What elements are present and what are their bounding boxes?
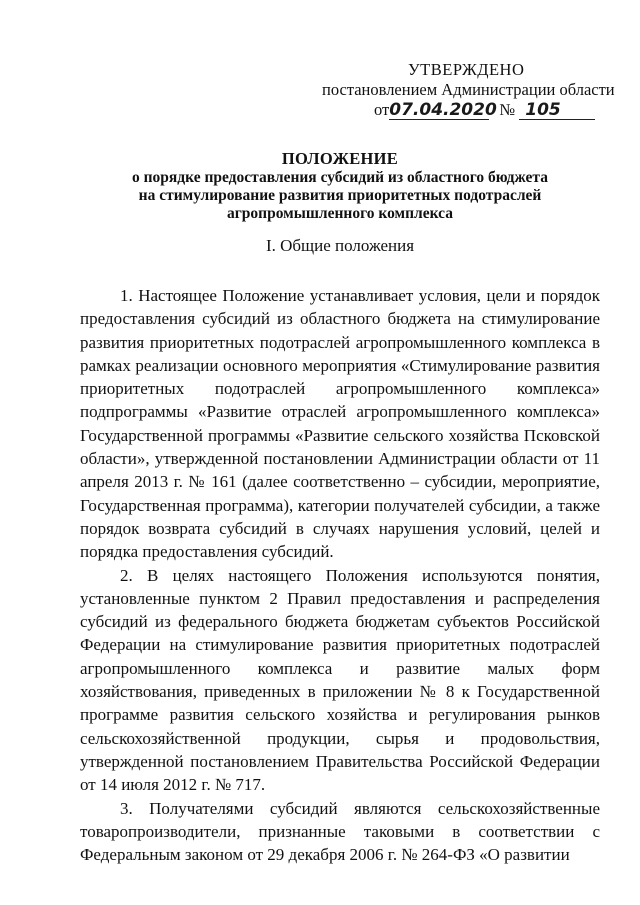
paragraph-3: 3. Получателями субсидий являются сельскохозяйственные товаропроизводители, признанные таковыми в соответствии с Федеральным законом от 29 декабря 2006 г. № 264-ФЗ «О развитии [80, 798, 600, 865]
number-sign: № [499, 100, 516, 119]
approval-line: постановлением Администрации области [322, 80, 615, 99]
handwritten-date: 07.04.2020 [389, 100, 497, 120]
paragraph-2: 2. В целях настоящего Положения используются понятия, установленные пунктом 2 Правил предоставления и распределения субсидий из федерального бюджета бюджетам субъектов Российской Федерации на стимулирование развития приоритетных подотраслей агропромышленного комплекса и развитие малых форм хозяйствования, приведенных в приложении № 8 к Государственной программе развития сельского хозяйства и регулирования рынков сельскохозяйственной продукции, сырья и продовольствия, утвержденной постановлением Правительства Российской Федерации от 14 июля 2012 г. № 717. [80, 565, 600, 795]
document-body [80, 284, 600, 866]
document-title: ПОЛОЖЕНИЕ [281, 149, 399, 168]
paragraph-1: 1. Настоящее Положение устанавливает условия, цели и порядок предоставления субсидий из областного бюджета на стимулирование развития приоритетных подотраслей агропромышленного комплекса в рамках реализации основного мероприятия «Стимулирование развития приоритетных подотраслей агропромышленного комплекса» подпрограммы «Развитие отраслей агропромышленного комплекса» Государственной программы «Развитие сельского хозяйства Псковской области», утвержденной постановлении Администрации области от 11 апреля 2013 г. № 161 (далее соответственно – субсидии, мероприятие, Государственная программа), категории получателей субсидии, а также порядок возврата субсидий в случаях нарушения условий, целей и порядка предоставления субсидий. [80, 286, 600, 562]
handwritten-number: 105 [519, 101, 595, 120]
document-subtitle-line-2: на стимулирование развития приоритетных подотраслей [138, 187, 542, 204]
document-title-block [80, 150, 600, 223]
approval-stamp [322, 60, 615, 120]
approval-date-row [374, 100, 612, 120]
document-subtitle-line-1: о порядке предоставления субсидий из областного бюджета [132, 169, 548, 186]
section-heading: I. Общие положения [265, 236, 415, 255]
date-prefix: от [374, 100, 390, 119]
document-subtitle-line-3: агропромышленного комплекса [227, 205, 453, 222]
approval-title: УТВЕРЖДЕНО [408, 60, 525, 79]
